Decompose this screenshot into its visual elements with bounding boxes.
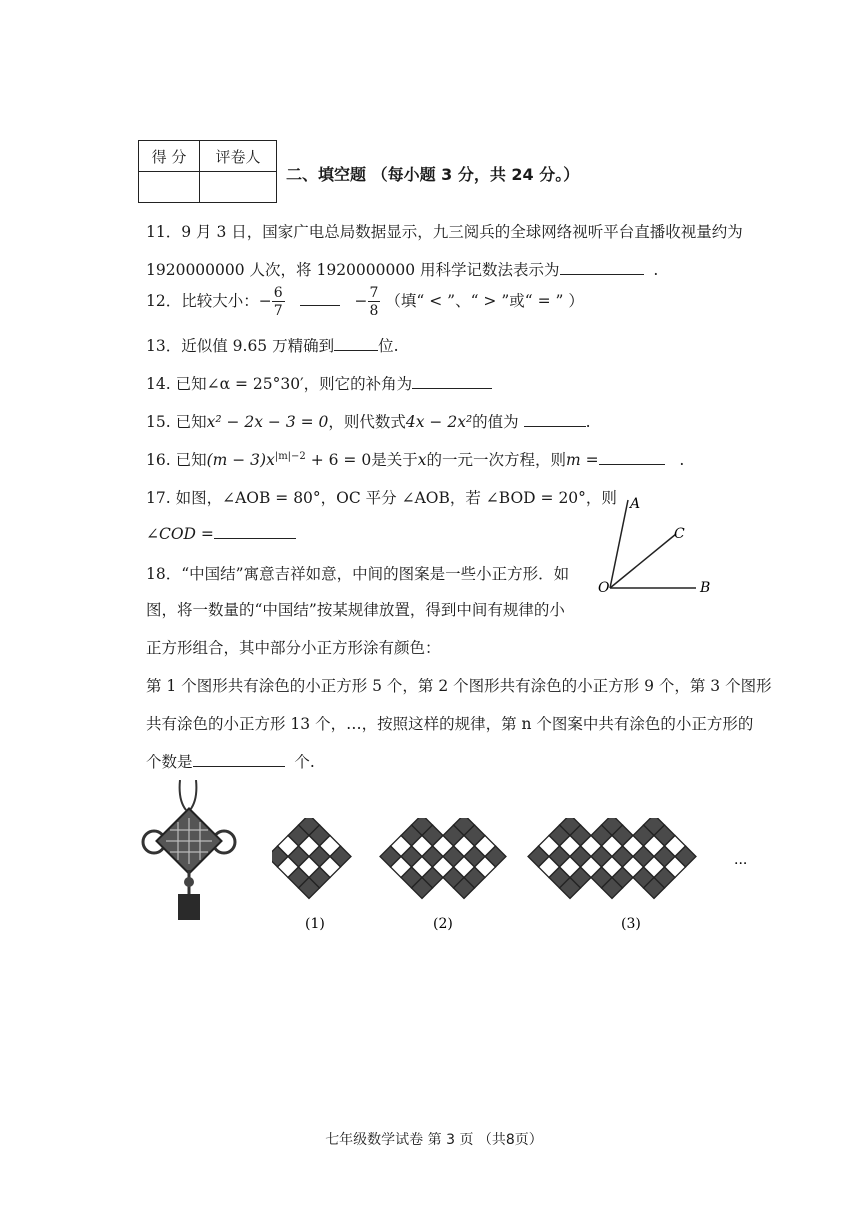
ellipsis: ··· <box>734 856 748 872</box>
score-header: 得 分 <box>139 141 200 172</box>
q11-answer-blank <box>560 260 644 275</box>
fraction-6-7: $\frac{6}{7}$ <box>273 285 283 319</box>
pattern-figures <box>272 818 772 938</box>
score-cell <box>139 172 200 203</box>
q18-line5: 共有涂色的小正方形 13 个，…，按照这样的规律，第 n 个图案中共有涂色的小正方形的 <box>146 715 754 733</box>
q18-line2: 图，将一数量的“中国结”按某规律放置，得到中间有规律的小 <box>146 601 565 619</box>
section-title: 二、填空题 （每小题 3 分，共 24 分。） <box>286 165 580 184</box>
q12-answer-blank <box>300 291 340 306</box>
fraction-7-8: $\frac{7}{8}$ <box>369 285 379 319</box>
q15-line: 15. 已知x² − 2x − 3 = 0，则代数式4x − 2x²的值为 . <box>146 413 591 431</box>
figure-label-3: (3) <box>621 916 641 932</box>
q18-answer-blank <box>193 752 285 767</box>
grader-cell <box>200 172 277 203</box>
q16-answer-blank <box>599 450 665 465</box>
q17-line2: ∠COD = <box>146 524 296 543</box>
angle-aob-figure <box>594 490 714 600</box>
label-a: A <box>630 496 641 512</box>
label-c: C <box>674 526 685 542</box>
q18-line4: 第 1 个图形共有涂色的小正方形 5 个，第 2 个图形共有涂色的小正方形 9 个，第 3 个图形 <box>146 677 772 695</box>
q13-answer-blank <box>334 336 378 351</box>
label-b: B <box>700 580 711 596</box>
q17-line1: 17. 如图，∠AOB = 80°，OC 平分 ∠AOB，若 ∠BOD = 20°，则 <box>146 489 617 507</box>
q17-answer-blank <box>214 524 296 539</box>
score-table <box>138 140 277 203</box>
q11-line1: 11．9 月 3 日，国家广电总局数据显示，九三阅兵的全球网络视听平台直播收视量约为 <box>146 223 743 241</box>
chinese-knot-image <box>140 780 240 925</box>
q13-line: 13．近似值 9.65 万精确到 位. <box>146 337 399 355</box>
page-footer: 七年级数学试卷 第 3 页 （共8页） <box>325 1132 543 1148</box>
figure-label-1: (1) <box>305 916 325 932</box>
label-o: O <box>598 580 610 596</box>
grader-header: 评卷人 <box>200 141 277 172</box>
q14-answer-blank <box>412 374 492 389</box>
q15-answer-blank <box>524 412 586 427</box>
q14-line: 14. 已知∠α = 25°30′，则它的补角为 <box>146 372 492 394</box>
q12-line: 12．比较大小：− $\frac{6}{7}$ − $\frac{7}{8}$ （填“ < ”、“ > ”或“ = ” ） <box>146 285 584 319</box>
q16-line: 16. 已知$(m - 3)x^{|m|-2} + 6 = 0$是关于x的一元一次方程，则m = . <box>146 450 685 469</box>
q18-line1: 18．“中国结”寓意吉祥如意，中间的图案是一些小正方形．如 <box>146 565 570 583</box>
figure-label-2: (2) <box>433 916 453 932</box>
q18-line3: 正方形组合，其中部分小正方形涂有颜色： <box>146 639 441 657</box>
q11-line2: 1920000000 人次，将 1920000000 用科学记数法表示为 . <box>146 261 659 279</box>
q18-line6: 个数是 个. <box>146 753 315 771</box>
